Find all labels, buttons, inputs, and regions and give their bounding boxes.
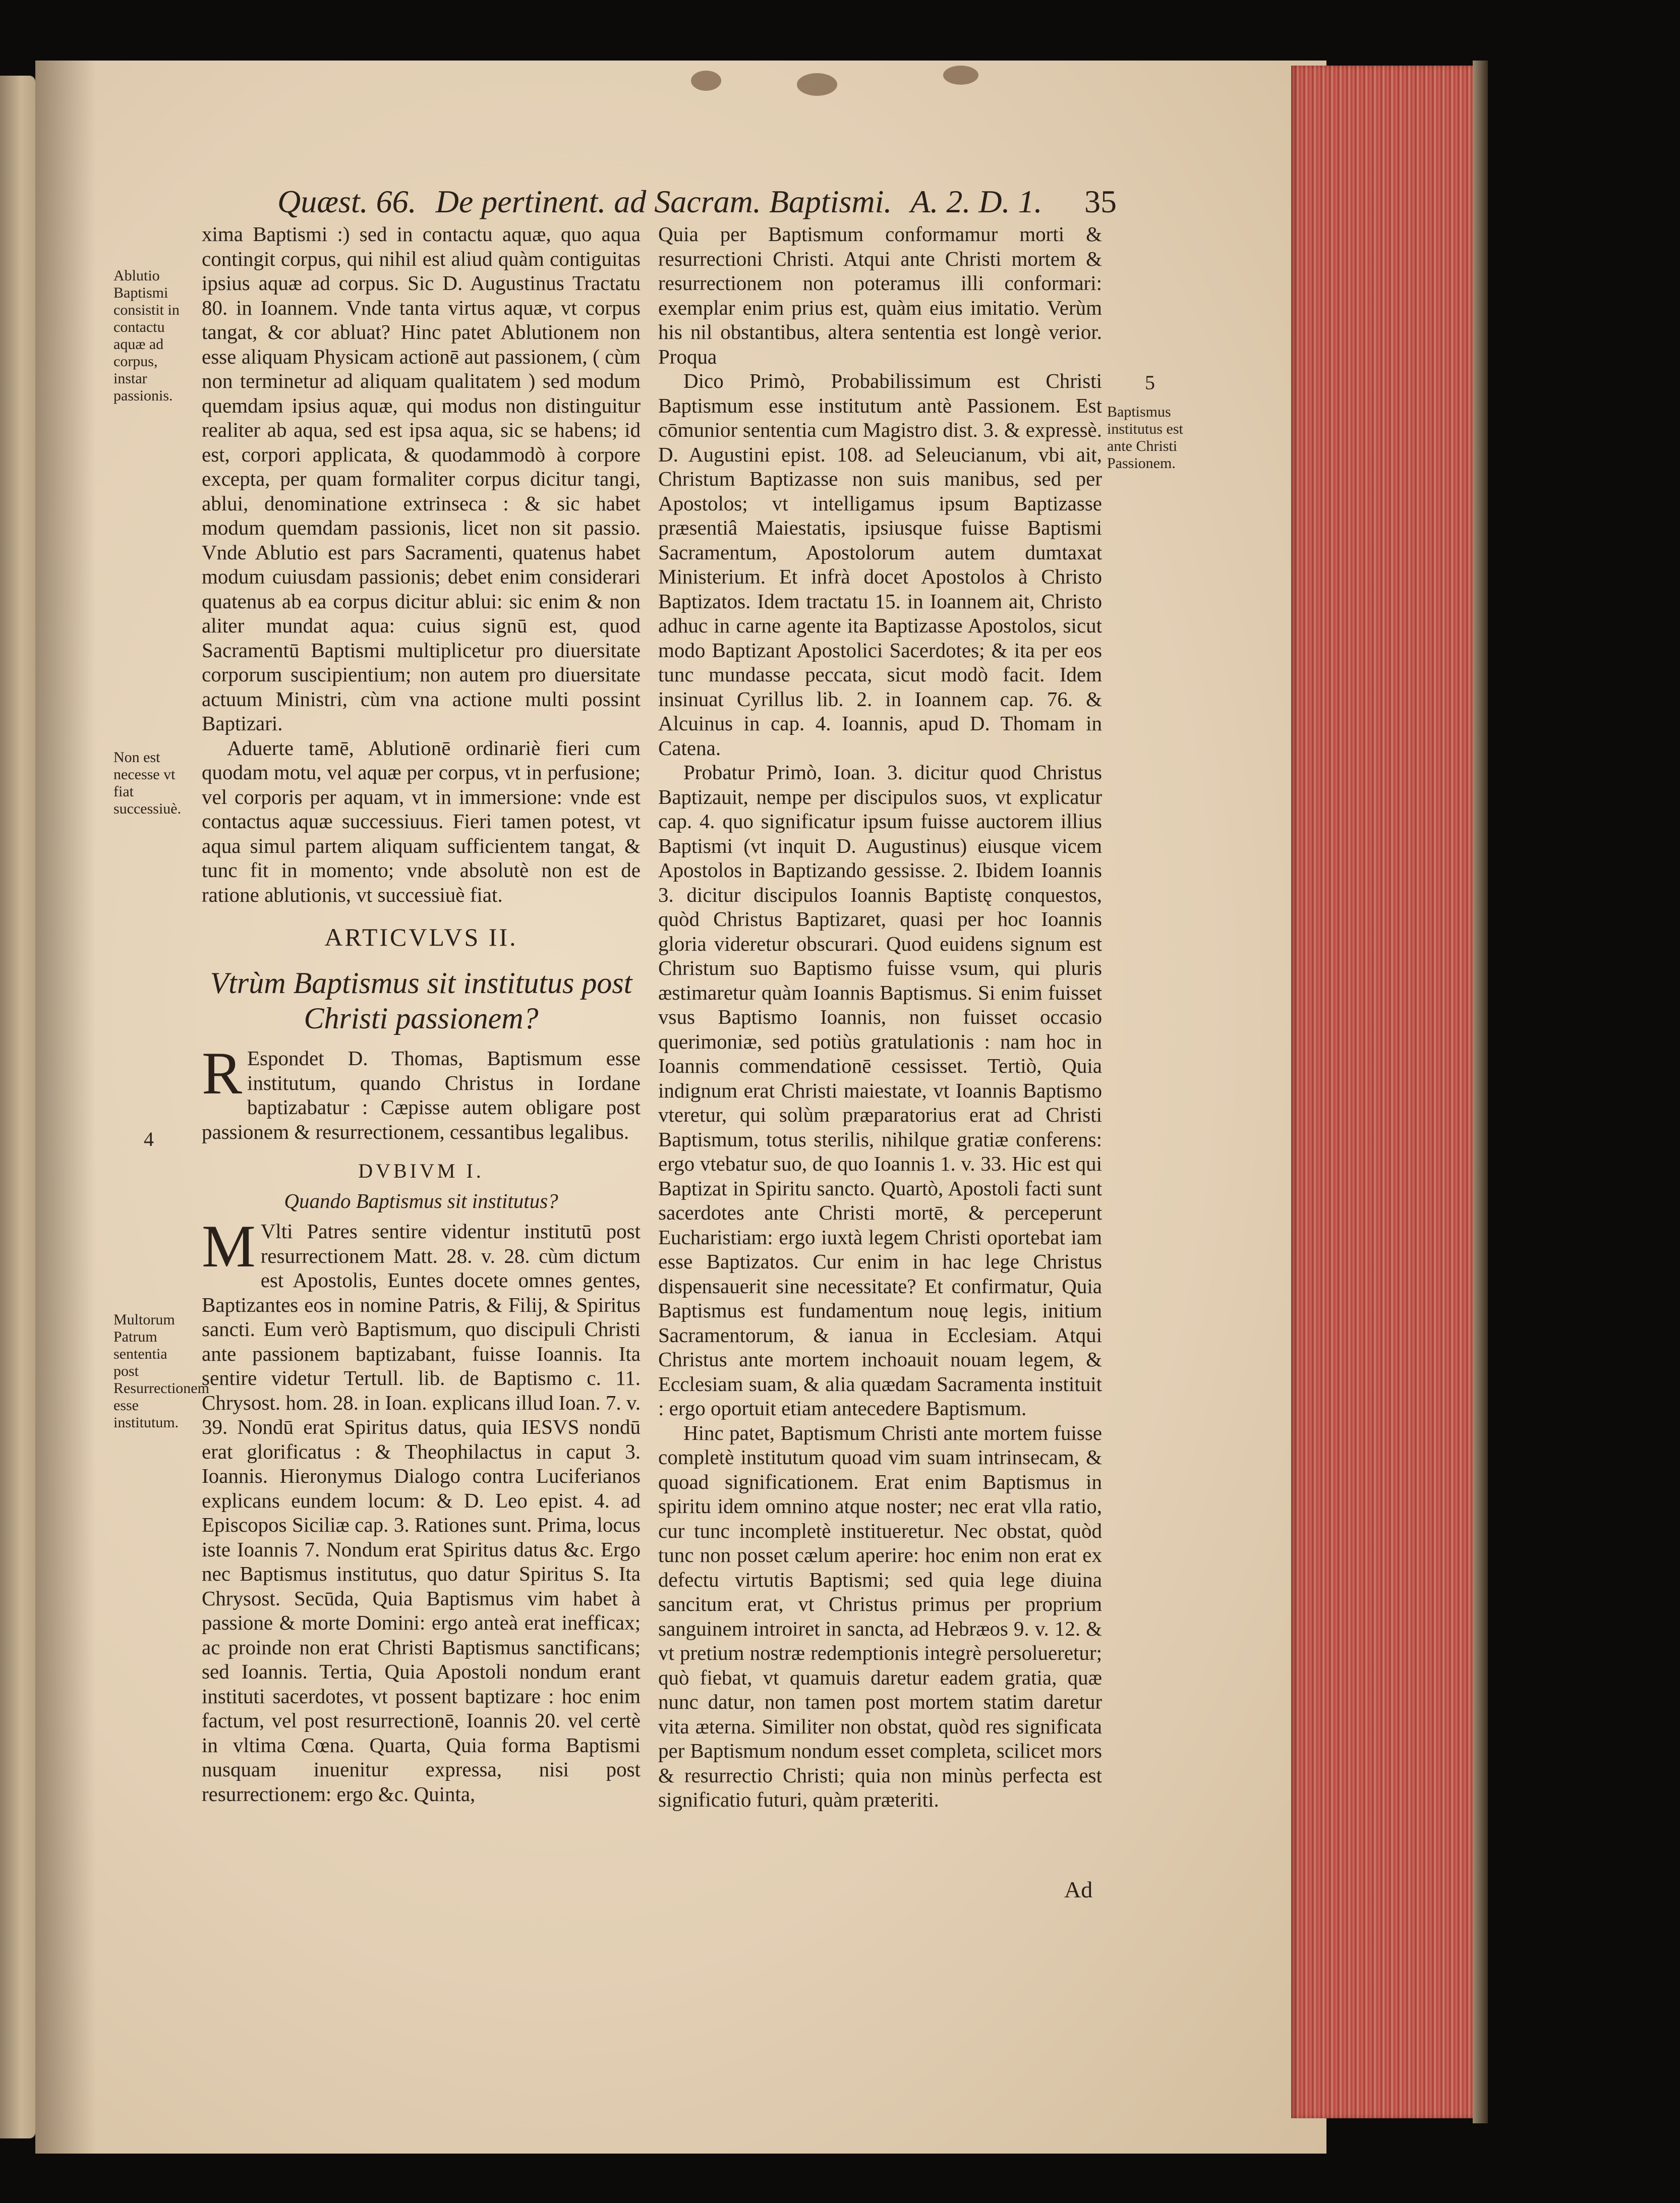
paragraph: Quia per Baptismum conformamur morti & resurrectioni Christi. Atqui ante Christi mortem & resurrectionem non poteramus illi conformari: exemplar enim prius est, quàm eius imitatio. Verùm his nil obstantibus, altera sententia est longè verior. Proqua	[658, 222, 1102, 368]
margin-note-ablutio: Ablutio Baptismi consistit in contactu aquæ ad corpus, instar passionis.	[113, 267, 180, 404]
margin-note-baptismus: Baptismus institutus est ante Christi Passionem.	[1107, 403, 1183, 472]
paragraph	[202, 1212, 641, 1806]
marginal-number-4: 4	[144, 1128, 154, 1150]
paragraph	[202, 1039, 641, 1144]
article-question: Vtrùm Baptismus sit institutus post Christi passionem?	[210, 966, 632, 1035]
header-art: A. 2. D. 1.	[910, 184, 1042, 219]
catchword: Ad	[1064, 1877, 1093, 1902]
drop-cap-m: M	[202, 1212, 256, 1280]
marginal-number-5: 5	[1145, 371, 1155, 394]
previous-page-edge	[0, 76, 35, 2138]
book-cover-edge	[1473, 61, 1488, 2123]
paragraph: Probatur Primò, Ioan. 3. dicitur quod Christus Baptizauit, nempe per discipulos suos, vt explicatur cap. 4. quo significatur ipsum fuisse auctorem illius Baptismi (vt inquit D. Augustinus) eiusque vicem Apostolos in Baptizando gessisse. 2. Ibidem Ioannis 3. dicitur discipulos Ioannis Baptistę conquestos, quòd Christus Baptizaret, quasi per hoc Ioannis gloria videretur obscurari. Quod euidens signum est Christum suo Baptismo fuisse vsum, qui pluris æstimaretur quàm Ioannis Baptismus. Si enim fuisset vsus Baptismo Ioannis, non fuisset occasio querimoniæ, sed potiùs gratulationis : nam hoc in Ioannis commendationē cessisset. Tertiò, Quia indignum erat Christi maiestate, vt Ioannis Baptismo vteretur, qui solùm præparatorius erat ad Christi Baptismum, totus sterilis, nihilque gratiæ conferens: ergo vtebatur suo, de quo Ioannis 1. v. 33. Hic est qui Baptizat in Spiritu sancto. Quartò, Apostoli facti sunt sacerdotes ante Christi mortē, & perceperunt Eucharistiam: ergo iuxtà legem Christi oportebat iam esse Baptizatos. Cur enim in hac lege Christus dispensauerit sine necessitate? Et confirmatur, Quia Baptismus est fundamentum nouę legis, initium Sacramentorum, & ianua in Ecclesiam. Atqui Christus ante mortem inchoauit nouam legem, & Ecclesiam suam, & alia quædam Sacramenta instituit : ergo oportuit etiam antecedere Baptismum.	[658, 761, 1102, 1420]
paragraph: Hinc patet, Baptismum Christi ante mortem fuisse completè institutum quoad vim suam intrinsecam, & quoad significationem. Erat enim Baptismus in spiritu idem omnino atque noster; nec erat vlla ratio, cur tunc incompletè institueretur. Nec obstat, quòd tunc non posset cælum aperire: hoc enim non erat ex defectu virtutis Baptismi; sed quia lege diuina sancitum erat, vt Christus primus per proprium sanguinem introiret in sancta, ad Hebræos 9. v. 12. & vt pretium nostræ redemptionis integrè persolueretur; quò fiebat, vt quamuis daretur eadem gratia, quæ nunc datur, non tamen post mortem statim daretur vita æterna. Similiter non obstat, quòd res significata per Baptismum nondum esset completa, scilicet mors & resurrectio Christi; quia non minùs perfecta est significatio futuri, quàm præteriti.	[658, 1421, 1102, 1811]
margin-note-non-est: Non est necesse vt fiat successiuè.	[113, 749, 182, 817]
running-header	[277, 182, 1117, 222]
header-quaest: Quæst. 66.	[277, 184, 417, 219]
stain	[691, 71, 721, 91]
margin-note-multorum: Multorum Patrum sententia post Resurrectionem esse institutum.	[113, 1311, 209, 1431]
red-page-edges	[1291, 66, 1473, 2118]
multi-patres-text: Vlti Patres sentire videntur institutū post resurrectionem Matt. 28. v. 28. cùm dictum est Apostolis, Euntes docete omnes gentes, Baptizantes eos in nomine Patris, & Filij, & Spiritus sancti. Eum verò Baptismum, quo discipuli Christi ante passionem baptizabant, fuisse Ioannis. Ita sentire videtur Tertull. lib. de Baptismo c. 11. Chrysost. hom. 28. in Ioan. explicans illud Ioan. 7. v. 39. Nondū erat Spiritus datus, quia IESVS nondū erat glorificatus : & Theophilactus in caput 3. Ioannis. Hieronymus Dialogo contra Luciferianos explicans eundem locum: & D. Leo epist. 4. ad Episcopos Siciliæ cap. 3. Rationes sunt. Prima, locus iste Ioannis 7. Nondum erat Spiritus datus &c. Ergo nec Baptismus institutus, quo datur Spiritus S. Ita Chrysost. Secūda, Quia Baptismus vim habet à passione & morte Domini: ergo anteà erat inefficax; ac proinde non erat Christi Baptismus sanctificans; sed Ioannis. Tertia, Quia Apostoli nondum erant instituti sacerdotes, vt possent baptizare : hoc enim factum, vel post resurrectionē, Ioannis 20. vel certè in vltima Cœna. Quarta, Quia forma Baptismi nusquam inuenitur expressa, nisi post resurrectionem: ergo &c. Quinta,	[202, 1220, 641, 1806]
dubium-question: Quando Baptismus sit institutus?	[284, 1189, 558, 1212]
stain	[943, 66, 978, 85]
paragraph: Aduerte tamē, Ablutionē ordinariè fieri cum quodam motu, vel aquæ per corpus, vt in perfusione; vel corporis per aquam, vt in immersione: vnde est contactus aquæ successiuus. Fieri tamen potest, vt aqua simul partem aliquam sufficientem tangat, & tunc fit in momento; vnde absolutè non est de ratione ablutionis, vt successiuè fiat.	[202, 736, 641, 906]
stain	[797, 73, 837, 96]
right-column	[658, 222, 1102, 1812]
header-title: De pertinent. ad Sacram. Baptismi.	[435, 184, 892, 219]
page-number: 35	[1084, 184, 1117, 219]
response-text: Espondet D. Thomas, Baptismum esse institutum, quando Christus in Iordane baptizabatur : Cæpisse autem obligare post passionem & resurrectionem, cessantibus legalibus.	[202, 1047, 641, 1143]
dubium-title: DVBIVM I.	[358, 1160, 484, 1182]
paragraph: xima Baptismi :) sed in contactu aquæ, quo aqua contingit corpus, qui nihil est aliud quàm contiguitas ipsius aquæ ad corpus. Sic D. Augustinus Tractatu 80. in Ioannem. Vnde tanta virtus aquæ, vt corpus tangat, & cor abluat? Hinc patet Ablutionem non esse aliquam Physicam actionē aut passionem, ( cùm non terminetur ad aliquam qualitatem ) sed modum quemdam ipsius aquæ, qui modus non distinguitur realiter ab aqua, sed est ipsa aqua, sic se habens; id est, corpori applicata, & quodammodò à corpore excepta, per quam formaliter corpus dicitur tangi, ablui, denominatione extrinseca : & sic habet modum quemdam passionis, licet non sit passio. Vnde Ablutio est pars Sacramenti, quatenus habet modum cuiusdam passionis; debet enim considerari quatenus ab ea corpus dicitur ablui: sic enim & non aliter mundat aqua: cuius signū est, quod Sacramentū Baptismi multiplicetur pro diuersitate corporum suscipientium; non autem pro diuersitate actuum Ministri, cùm vna actione multi possint Baptizari.	[202, 222, 641, 735]
article-title: ARTICVLVS II.	[324, 923, 518, 951]
drop-cap-r: R	[202, 1039, 243, 1107]
left-column	[202, 222, 641, 1806]
paragraph: Dico Primò, Probabilissimum est Christi Baptismum esse institutum antè Passionem. Est cōmunior sententia cum Magistro dist. 3. & expressè. D. Augustini epist. 108. ad Seleucianum, vbi ait, Christum Baptizasse non suis manibus, sed per Apostolos; vt intelligamus ipsum Baptizasse præsentiâ Maiestatis, ipsiusque fuisse Baptismi Sacramentum, Apostolorum autem dumtaxat Ministerium. Et infrà docet Apostolos à Christo Baptizatos. Idem tractatu 15. in Ioannem ait, Christo adhuc in carne agente ita Baptizasse Apostolos, sicut modo Baptizant Apostolici Sacerdotes; & ita per eos tunc mundasse peccata, sicut modò facit. Idem insinuat Cyrillus lib. 2. in Ioannem cap. 76. & Alcuinus in cap. 4. Ioannis, apud D. Thomam in Catena.	[658, 369, 1102, 760]
